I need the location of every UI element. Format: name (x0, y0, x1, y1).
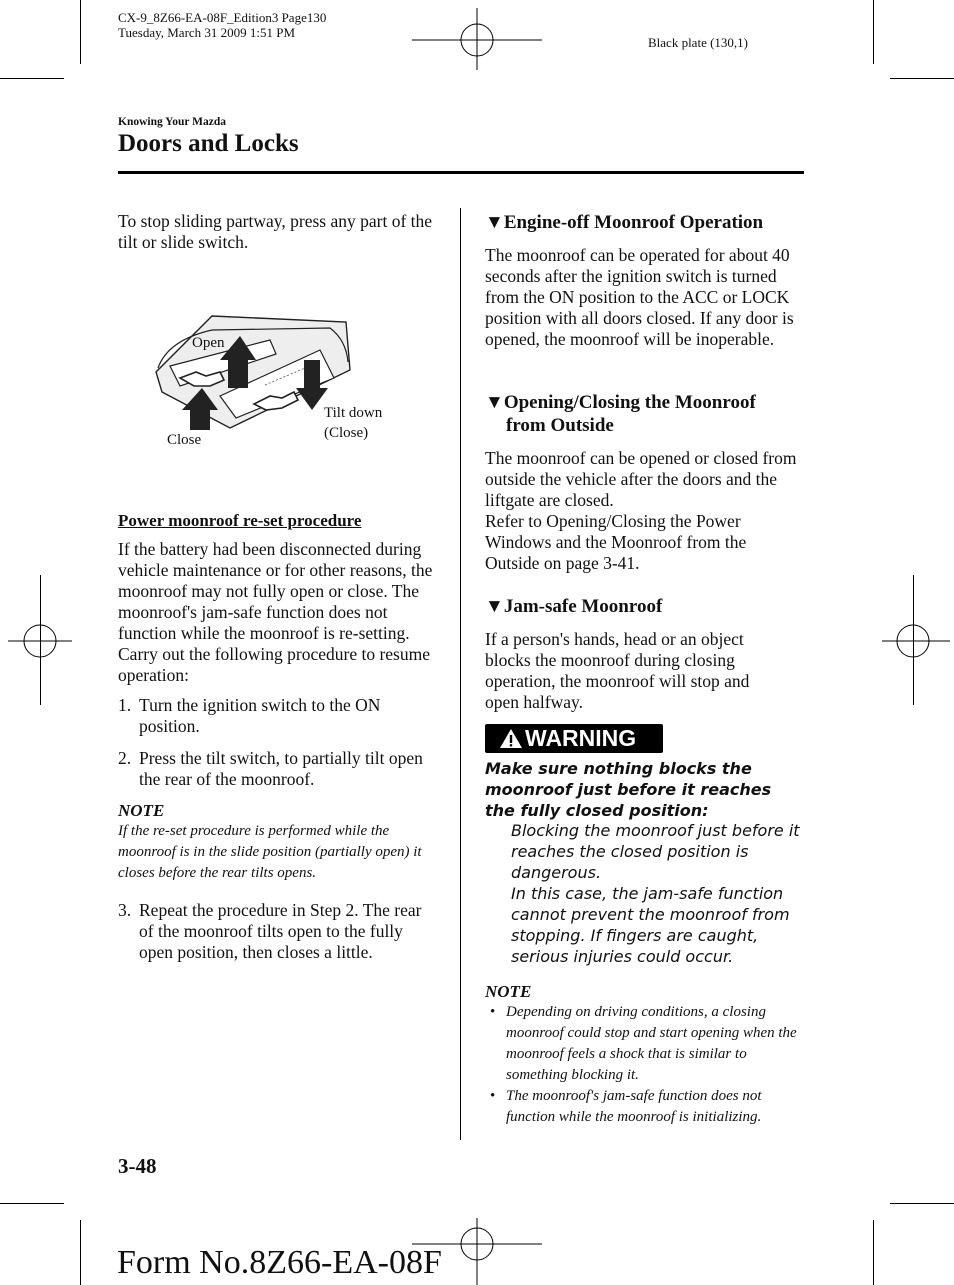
warning-lead: Make sure nothing blocks the moonroof just before it reaches the fully closed position: (485, 759, 772, 820)
warning-label: WARNING (525, 725, 637, 751)
note-bullet-text: The moonroof's jam-safe function does not function while the moonroof is initializing. (506, 1088, 762, 1125)
crop-mark (0, 1203, 64, 1204)
triangle-icon: ▼ (485, 212, 504, 233)
column-divider (460, 208, 461, 1140)
file-info-line1: CX-9_8Z66-EA-08F_Edition3 Page130 (118, 10, 327, 25)
crop-mark (873, 0, 874, 64)
title-rule (118, 171, 804, 174)
form-number: Form No.8Z66-EA-08F (117, 1244, 442, 1281)
step-text: Press the tilt switch, to partially tilt open the rear of the moonroof. (139, 748, 423, 789)
step-text: Turn the ignition switch to the ON position. (139, 695, 381, 736)
crop-mark (890, 78, 954, 79)
figure-label-open: Open (192, 335, 225, 351)
bullet-icon: • (490, 1004, 496, 1020)
warning-detail (511, 820, 801, 967)
plate-info: Black plate (130,1) (648, 35, 748, 50)
step-text: Repeat the procedure in Step 2. The rear of the moonroof tilts open to the fully open position, then closes a little. (139, 900, 422, 962)
warning-banner (485, 724, 663, 753)
engine-off-paragraph: The moonroof can be operated for about 40 seconds after the ignition switch is turned from the ON position to the ACC or LOCK position with all doors closed. If any door is opened, the moonroof will be inoperable. (485, 245, 794, 349)
left-note-title: NOTE (118, 801, 165, 820)
step-number: 2. (118, 748, 132, 768)
page-title: Doors and Locks (118, 130, 299, 157)
reset-heading: Power moonroof re-set procedure (118, 511, 362, 530)
crop-mark (0, 78, 64, 79)
page-number: 3-48 (118, 1154, 157, 1178)
crop-mark (80, 1220, 81, 1285)
reset-paragraph: If the battery had been disconnected during vehicle maintenance or for other reasons, the moonroof may not fully open or close. The moonroof's jam-safe function does not function while the moonroof is re-setting. Carry out the following procedure to resume operation: (118, 539, 433, 685)
figure-label-tilt-down (324, 403, 382, 443)
registration-target-top (410, 0, 544, 80)
registration-target-left (0, 610, 80, 670)
outside-paragraph (485, 448, 805, 574)
right-note-bullet-2 (485, 1086, 803, 1128)
warning-detail-1: Blocking the moonroof just before it reaches the closed position is dangerous. (511, 821, 800, 882)
step-1 (118, 695, 436, 737)
section-heading-engine-off (485, 211, 763, 234)
file-info (118, 10, 326, 40)
step-number: 3. (118, 900, 132, 920)
section-heading-text-line2: from Outside (506, 415, 614, 436)
file-info-line2: Tuesday, March 31 2009 1:51 PM (118, 25, 296, 40)
right-note-title: NOTE (485, 982, 532, 1001)
warning-triangle-icon (499, 728, 523, 749)
section-heading-text: Engine-off Moonroof Operation (503, 212, 764, 233)
figure-label-tilt-down-line2: (Close) (324, 425, 369, 441)
left-note-text: If the re-set procedure is performed while the moonroof is in the slide position (partially open) it closes before the rear tilts opens. (118, 823, 422, 881)
intro-paragraph: To stop sliding partway, press any part of the tilt or slide switch. (118, 211, 433, 252)
triangle-icon: ▼ (485, 392, 504, 413)
crop-mark (890, 1203, 954, 1204)
outside-paragraph-2: Refer to Opening/Closing the Power Windows and the Moonroof from the Outside on page 3-41. (485, 511, 747, 573)
bullet-icon: • (490, 1088, 496, 1104)
step-2 (118, 748, 436, 790)
jam-safe-paragraph: If a person's hands, head or an object blocks the moonroof during closing operation, the moonroof will stop and open halfway. (485, 629, 750, 712)
section-heading-text: Jam-safe Moonroof (503, 596, 663, 617)
figure-label-close: Close (167, 432, 202, 448)
warning-detail-2: In this case, the jam-safe function cannot prevent the moonroof from stopping. If fingers are caught, serious injuries could occur. (511, 884, 790, 966)
note-bullet-text: Depending on driving conditions, a closing moonroof could stop and start opening when the moonroof feels a shock that is similar to something blocking it. (506, 1004, 797, 1083)
figure-label-tilt-down-line1: Tilt down (324, 405, 383, 421)
crop-mark (80, 0, 81, 64)
registration-target-right (874, 610, 954, 670)
section-heading-outside (485, 391, 756, 437)
section-heading-text: Opening/Closing the Moonroof (503, 392, 756, 413)
outside-paragraph-1: The moonroof can be opened or closed from outside the vehicle after the doors and the liftgate are closed. (485, 448, 797, 510)
step-3 (118, 900, 436, 963)
section-label: Knowing Your Mazda (118, 116, 226, 128)
step-number: 1. (118, 695, 132, 715)
triangle-icon: ▼ (485, 596, 504, 617)
section-heading-jam-safe (485, 595, 662, 618)
right-note-bullet-1 (485, 1002, 803, 1086)
crop-mark (873, 1220, 874, 1285)
